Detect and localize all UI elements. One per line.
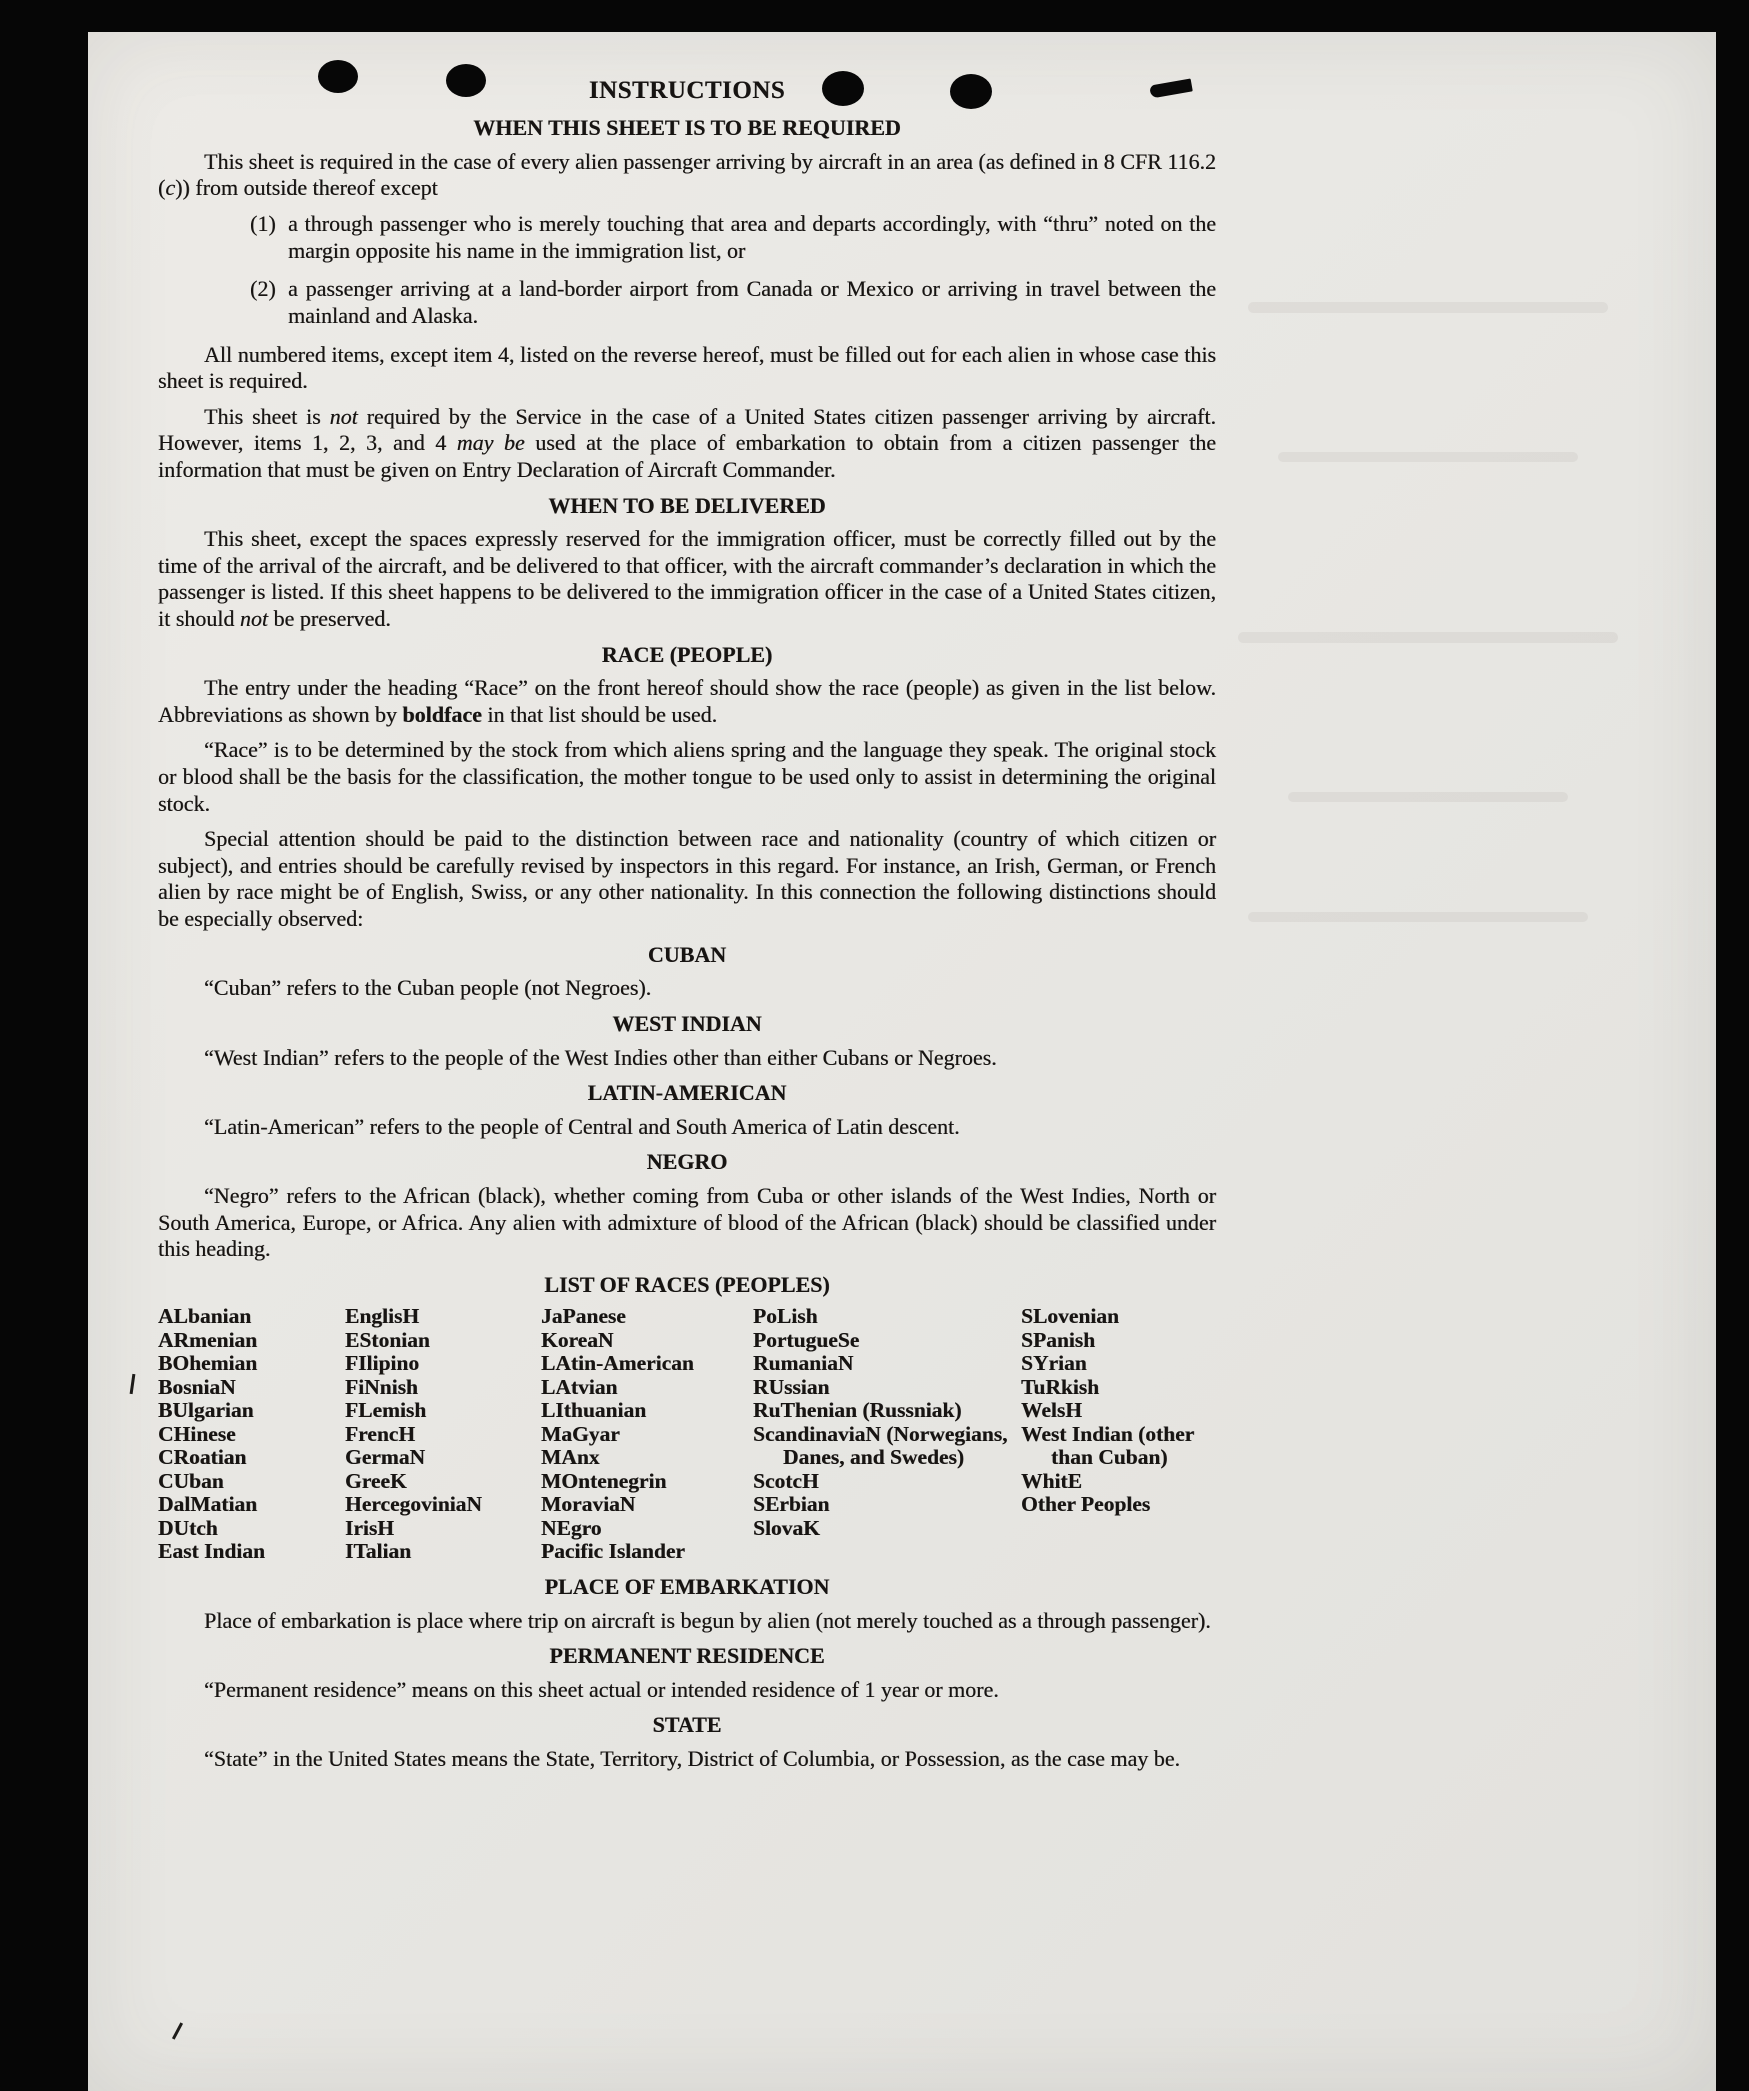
punch-hole-icon bbox=[446, 64, 486, 97]
race-name: DalMatian bbox=[158, 1492, 258, 1517]
race-name: ScandinaviaN (Norwegians, Danes, and Swedes) bbox=[753, 1421, 1008, 1470]
paragraph-required-intro: This sheet is required in the case of every alien passenger arriving by aircraft in an area (as defined in 8 CFR 116.2 (c)) from outside thereof except bbox=[158, 148, 1216, 201]
section-heading-west-indian: WEST INDIAN bbox=[612, 1010, 762, 1036]
race-name: Pacific Islander bbox=[541, 1539, 685, 1564]
race-name: CHinese bbox=[158, 1421, 236, 1446]
page-title: INSTRUCTIONS bbox=[588, 77, 786, 104]
section-heading-state: STATE bbox=[652, 1712, 722, 1738]
paragraph-west-indian: “West Indian” refers to the people of the West Indies other than either Cubans or Negroes. bbox=[204, 1044, 997, 1070]
race-name: ARmenian bbox=[158, 1327, 258, 1352]
paragraph-race-entry: The entry under the heading “Race” on the front hereof should show the race (people) as given in the list below. Abbreviations as shown by boldface in that list should be used. bbox=[158, 675, 1216, 727]
page-content bbox=[158, 76, 1216, 1782]
section-heading-when-required: WHEN THIS SHEET IS TO BE REQUIRED bbox=[473, 115, 901, 141]
race-name: SLovenian bbox=[1021, 1304, 1119, 1329]
race-name: FiNnish bbox=[345, 1374, 418, 1399]
races-column-1 bbox=[158, 1305, 345, 1564]
punch-hole-icon bbox=[822, 71, 864, 106]
race-name: FrencH bbox=[345, 1421, 416, 1446]
race-name: DUtch bbox=[158, 1515, 218, 1540]
paragraph-race-special: Special attention should be paid to the distinction between race and nationality (country of which citizen or subject), and entries should be carefully revised by inspectors in this regard. For instance, an Irish, German, or French alien by race might be of English, Swiss, or any other nationality. In this connection the following distinctions should be especially observed: bbox=[158, 826, 1216, 932]
paragraph-embarkation: Place of embarkation is place where trip on aircraft is begun by alien (not merely touched as a through passenger). bbox=[204, 1607, 1211, 1633]
race-name: EnglisH bbox=[345, 1304, 420, 1329]
race-name: SYrian bbox=[1021, 1351, 1087, 1376]
bleed-through-smudge bbox=[1288, 792, 1568, 802]
paragraph-residence: “Permanent residence” means on this sheet actual or intended residence of 1 year or more. bbox=[204, 1676, 999, 1702]
race-name: CUban bbox=[158, 1468, 224, 1493]
race-name: ALbanian bbox=[158, 1304, 252, 1329]
paragraph-all-items: All numbered items, except item 4, listed on the reverse hereof, must be filled out for each alien in whose case this sheet is required. bbox=[158, 341, 1216, 394]
race-name: TuRkish bbox=[1021, 1374, 1100, 1399]
bleed-through-smudge bbox=[1248, 302, 1608, 313]
races-list bbox=[158, 1305, 1216, 1564]
race-name: West Indian (other than Cuban) bbox=[1021, 1421, 1194, 1470]
paragraph-race-determined: “Race” is to be determined by the stock from which aliens spring and the language they speak. The original stock or blood shall be the basis for the classification, the mother tongue to be used only to assist in determining the original stock. bbox=[158, 737, 1216, 816]
race-name: SPanish bbox=[1021, 1327, 1096, 1352]
race-name: LIthuanian bbox=[541, 1398, 647, 1423]
bleed-through-smudge bbox=[1278, 452, 1578, 462]
paragraph-negro: “Negro” refers to the African (black), whether coming from Cuba or other islands of the West Indies, North or South America, Europe, or Africa. Any alien with admixture of blood of the African (black) should be classified under this heading. bbox=[158, 1182, 1216, 1262]
race-name: WhitE bbox=[1021, 1468, 1082, 1493]
race-name: RUssian bbox=[753, 1374, 830, 1399]
race-name: ScotcH bbox=[753, 1468, 819, 1493]
item-number: (2) bbox=[250, 276, 276, 302]
section-heading-residence: PERMANENT RESIDENCE bbox=[549, 1643, 825, 1669]
section-heading-when-delivered: WHEN TO BE DELIVERED bbox=[548, 492, 826, 518]
section-heading-latin-american: LATIN-AMERICAN bbox=[587, 1080, 787, 1106]
document-page bbox=[88, 32, 1716, 2091]
paragraph-not-required: This sheet is not required by the Service in the case of a United States citizen passenger arriving by aircraft. However, items 1, 2, 3, and 4 may be used at the place of embarkation to obtain from a citizen passenger the information that must be given on Entry Declaration of Aircraft Commander. bbox=[158, 403, 1216, 482]
race-name: NEgro bbox=[541, 1515, 602, 1540]
race-name: MoraviaN bbox=[541, 1492, 636, 1517]
race-name: GreeK bbox=[345, 1468, 407, 1493]
race-name: BOhemian bbox=[158, 1351, 258, 1376]
bleed-through-smudge bbox=[1248, 912, 1588, 922]
section-heading-negro: NEGRO bbox=[646, 1149, 728, 1175]
punch-hole-icon bbox=[950, 74, 992, 109]
section-heading-race: RACE (PEOPLE) bbox=[601, 641, 773, 667]
race-name: Other Peoples bbox=[1021, 1492, 1151, 1517]
race-name: IrisH bbox=[345, 1515, 394, 1540]
race-name: CRoatian bbox=[158, 1445, 247, 1470]
races-column-5 bbox=[1021, 1305, 1216, 1564]
races-column-2 bbox=[345, 1305, 541, 1564]
race-name: MaGyar bbox=[541, 1421, 620, 1446]
race-name: SlovaK bbox=[753, 1515, 820, 1540]
race-name: GermaN bbox=[345, 1445, 425, 1470]
numbered-item-2 bbox=[158, 276, 1216, 329]
section-heading-list-of-races: LIST OF RACES (PEOPLES) bbox=[544, 1271, 830, 1297]
bleed-through-smudge bbox=[1238, 632, 1618, 643]
race-name: BUlgarian bbox=[158, 1398, 254, 1423]
races-column-4 bbox=[753, 1305, 1021, 1564]
numbered-item-1 bbox=[158, 211, 1216, 264]
races-column-3 bbox=[541, 1305, 753, 1564]
race-name: FLemish bbox=[345, 1398, 427, 1423]
item-text: a passenger arriving at a land-border airport from Canada or Mexico or arriving in travel between the mainland and Alaska. bbox=[288, 276, 1216, 328]
race-name: KoreaN bbox=[541, 1327, 614, 1352]
race-name: MAnx bbox=[541, 1445, 600, 1470]
race-name: RumaniaN bbox=[753, 1351, 854, 1376]
item-number: (1) bbox=[250, 211, 276, 237]
race-name: ITalian bbox=[345, 1539, 412, 1564]
race-name: JaPanese bbox=[541, 1304, 626, 1329]
race-name: SErbian bbox=[753, 1492, 830, 1517]
punch-hole-icon bbox=[318, 60, 358, 93]
race-name: East Indian bbox=[158, 1539, 265, 1564]
paragraph-state: “State” in the United States means the State, Territory, District of Columbia, or Possession, as the case may be. bbox=[204, 1745, 1181, 1771]
race-name: WelsH bbox=[1021, 1398, 1082, 1423]
race-name: LAtin-American bbox=[541, 1351, 694, 1376]
race-name: EStonian bbox=[345, 1327, 430, 1352]
race-name: PoLish bbox=[753, 1304, 818, 1329]
race-name: HercegoviniaN bbox=[345, 1492, 482, 1517]
section-heading-embarkation: PLACE OF EMBARKATION bbox=[544, 1573, 830, 1599]
paragraph-latin-american: “Latin-American” refers to the people of Central and South America of Latin descent. bbox=[204, 1113, 960, 1139]
race-name: BosniaN bbox=[158, 1374, 236, 1399]
race-name: RuThenian (Russniak) bbox=[753, 1398, 962, 1423]
paragraph-delivered: This sheet, except the spaces expressly reserved for the immigration officer, must be correctly filled out by the time of the arrival of the aircraft, and be delivered to that officer, with the aircraft commander’s declaration in which the passenger is listed. If this sheet happens to be delivered to the immigration officer in the case of a United States citizen, it should not be preserved. bbox=[158, 526, 1216, 631]
section-heading-cuban: CUBAN bbox=[647, 941, 727, 967]
paragraph-cuban: “Cuban” refers to the Cuban people (not Negroes). bbox=[204, 975, 652, 1001]
race-name: LAtvian bbox=[541, 1374, 618, 1399]
race-name: FIlipino bbox=[345, 1351, 420, 1376]
race-name: MOntenegrin bbox=[541, 1468, 667, 1493]
item-text: a through passenger who is merely touching that area and departs accordingly, with “thru” noted on the margin opposite his name in the immigration list, or bbox=[288, 211, 1216, 263]
race-name: PortugueSe bbox=[753, 1327, 860, 1352]
